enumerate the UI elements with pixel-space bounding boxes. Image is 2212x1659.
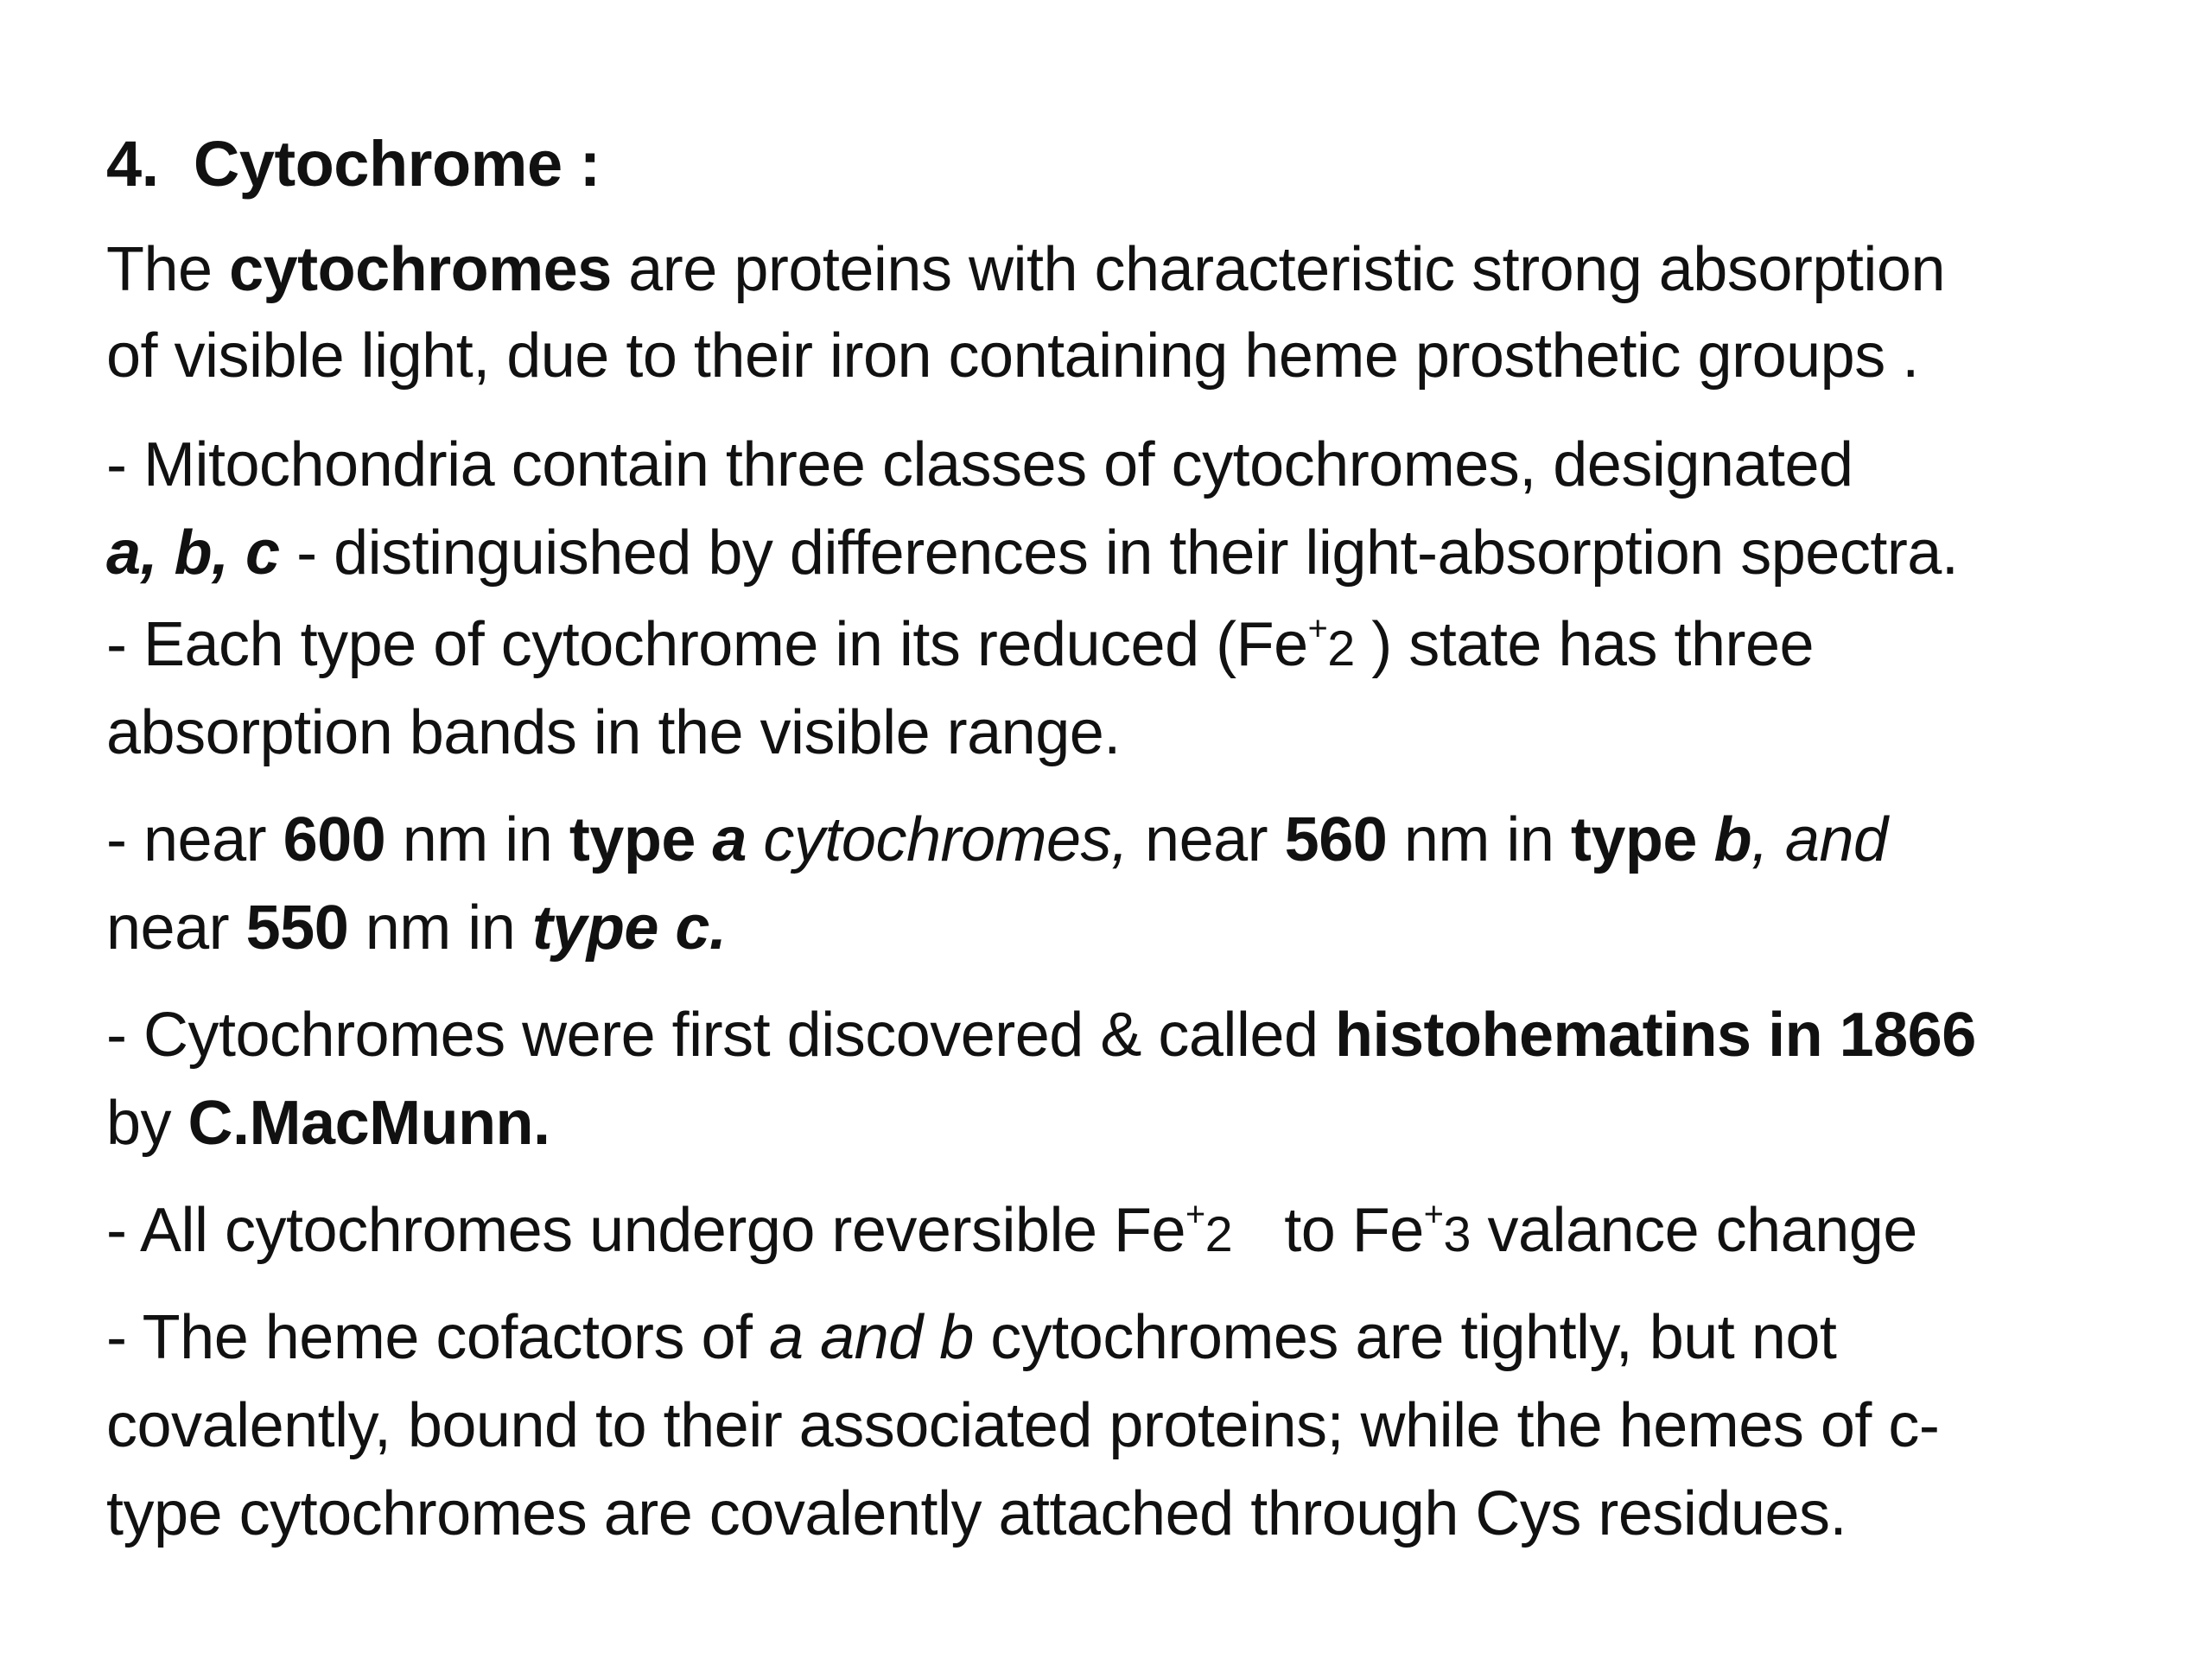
paragraph-3-line-2 [106, 690, 1121, 776]
value-560: 560 [1284, 805, 1388, 874]
paragraph-4-line-2 [106, 885, 726, 971]
value-550: 550 [245, 893, 349, 963]
text-run: , and [1751, 805, 1888, 874]
discoverer-name: C.MacMunn. [188, 1089, 550, 1158]
text-run: nm in [1387, 805, 1571, 874]
types-a-and-b: a and b [769, 1303, 974, 1372]
text-run: - Mitochondria contain three classes of cytochromes, designated [106, 430, 1853, 499]
heading-title: Cytochrome : [193, 128, 601, 200]
paragraph-2-line-2 [106, 510, 1958, 596]
text-run: - The heme cofactors of [106, 1303, 770, 1372]
text-run: to Fe [1284, 1196, 1424, 1265]
heading-number: 4. [106, 128, 159, 200]
type-a: a [695, 805, 747, 874]
superscript: + [1185, 1195, 1205, 1234]
text-run: valance change [1470, 1196, 1917, 1265]
paragraph-7-line-2 [106, 1382, 1939, 1469]
text-run: - near [106, 805, 283, 874]
paragraph-1-line-2 [106, 313, 1919, 399]
text-run: of visible light, due to their iron containing heme prosthetic groups . [106, 321, 1919, 391]
text-run: - Cytochromes were first discovered & called [106, 1001, 1335, 1070]
text-run: type [1570, 805, 1697, 874]
histohematins-1866: histohematins in 1866 [1335, 1001, 1976, 1070]
text-run: covalently, bound to their associated proteins; while the hemes of c- [106, 1391, 1940, 1460]
text-run: nm in [385, 805, 569, 874]
text-run: cytochromes are tightly, but not [973, 1303, 1837, 1372]
text-run: near [106, 893, 246, 963]
superscript: + [1423, 1195, 1444, 1234]
paragraph-5-line-1 [106, 992, 1976, 1078]
text-run: - Each type of cytochrome in its reduced (Fe [106, 610, 1308, 679]
text-run: type [569, 805, 696, 874]
text-run: type cytochromes are covalently attached through Cys residues. [106, 1479, 1847, 1548]
type-b: b [1696, 805, 1751, 874]
charge-number: 3 [1443, 1207, 1471, 1262]
charge-number: 2 [1205, 1207, 1233, 1262]
paragraph-1-line-1 [106, 226, 1945, 313]
text-run: The [106, 235, 230, 304]
paragraph-4-line-1 [106, 797, 1888, 883]
text-run: are proteins with characteristic strong absorption [611, 235, 1945, 304]
value-600: 600 [283, 805, 386, 874]
text-run: ) state has three [1354, 610, 1815, 679]
text-run: near [1128, 805, 1285, 874]
cytochrome-classes: a, b, c [106, 518, 280, 588]
text-run: nm in [348, 893, 532, 963]
text-run: - distinguished by differences in their light-absorption spectra. [279, 518, 1959, 588]
paragraph-5-line-2 [106, 1080, 550, 1166]
paragraph-3-line-1 [106, 601, 1814, 692]
text-run: absorption bands in the visible range. [106, 698, 1121, 767]
paragraph-7-line-3 [106, 1471, 1847, 1557]
section-heading [106, 121, 601, 207]
charge-number: 2 [1327, 621, 1355, 677]
paragraph-2-line-1 [106, 422, 1853, 508]
paragraph-6 [106, 1187, 1917, 1278]
superscript: + [1307, 609, 1328, 648]
text-run: by [106, 1089, 188, 1158]
term-cytochromes: cytochromes [229, 235, 612, 304]
type-c: type c. [531, 893, 727, 963]
text-run: - All cytochromes undergo reversible Fe [106, 1196, 1186, 1265]
text-run: cytochromes, [746, 805, 1128, 874]
paragraph-7-line-1 [106, 1294, 1836, 1381]
